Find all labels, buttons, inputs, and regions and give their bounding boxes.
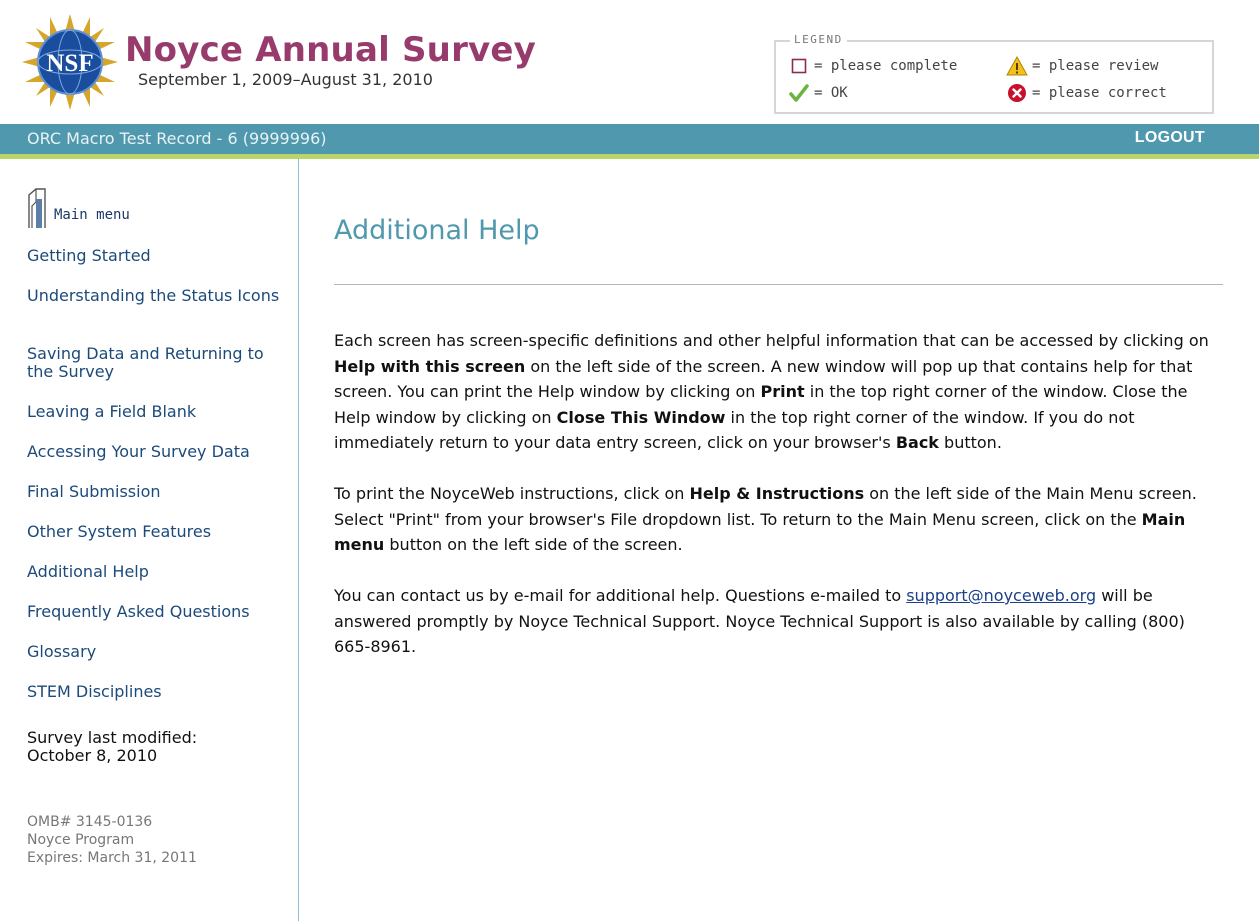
top-bar (0, 124, 1259, 154)
nsf-logo (20, 12, 120, 112)
sidebar (0, 159, 299, 921)
program-name: Noyce Program (27, 832, 135, 848)
main-menu-button[interactable] (26, 187, 130, 229)
legend-item-please-complete (788, 56, 957, 76)
last-modified-label: Survey last modified: (27, 728, 198, 747)
help-paragraph-2: To print the NoyceWeb instructions, click on Help & Instructions on the left side of the Main Menu screen. Select "Print" from your browser's File dropdown list. To return to the Main Menu screen, click on the Main menu button on the left side of the screen. (334, 484, 1197, 554)
checkmark-icon (788, 83, 810, 103)
support-email-link[interactable]: support@noyceweb.org (906, 586, 1097, 605)
expiration-date: Expires: March 31, 2011 (27, 850, 197, 866)
sidebar-item-accessing-data[interactable]: Accessing Your Survey Data (27, 442, 250, 461)
legend-label: = please complete (814, 58, 958, 74)
record-id: ORC Macro Test Record - 6 (9999996) (27, 129, 327, 148)
header (0, 0, 1259, 124)
legend-label: = OK (814, 85, 848, 101)
omb-info (27, 813, 197, 867)
page-title: Additional Help (334, 215, 540, 246)
warning-icon (1006, 56, 1028, 76)
sidebar-item-final-submission[interactable]: Final Submission (27, 482, 161, 501)
survey-dates: September 1, 2009–August 31, 2010 (138, 70, 433, 89)
nsf-seal-icon (20, 12, 120, 112)
error-icon (1006, 83, 1028, 103)
legend-title: LEGEND (790, 33, 847, 46)
legend-item-ok (788, 83, 848, 103)
last-modified-date: October 8, 2010 (27, 746, 158, 765)
sidebar-item-saving-data[interactable]: Saving Data and Returning to the Survey (27, 344, 264, 381)
logo-text: NSF (46, 50, 94, 77)
legend (774, 33, 1214, 114)
legend-item-please-correct (1006, 83, 1167, 103)
sidebar-item-status-icons[interactable]: Understanding the Status Icons (27, 286, 280, 305)
main-menu-label: Main menu (54, 207, 130, 223)
sidebar-item-other-features[interactable]: Other System Features (27, 522, 212, 541)
sidebar-item-faq[interactable]: Frequently Asked Questions (27, 602, 250, 621)
legend-item-please-review (1006, 56, 1158, 76)
last-modified (27, 729, 197, 765)
help-paragraph-3: You can contact us by e-mail for additional help. Questions e-mailed to support@noyceweb.org will be answered promptly by Noyce Technical Support. Noyce Technical Support is also available by calling (800) 665-8961. (334, 586, 1185, 656)
sidebar-item-leaving-field-blank[interactable]: Leaving a Field Blank (27, 402, 197, 421)
checkbox-icon (788, 56, 810, 76)
sidebar-item-getting-started[interactable]: Getting Started (27, 246, 151, 265)
divider (334, 284, 1223, 285)
help-paragraph-1: Each screen has screen-specific definitions and other helpful information that can be accessed by clicking on Help with this screen on the left side of the screen. A new window will pop up that contains help for that screen. You can print the Help window by clicking on Print in the top right corner of the window. Close the Help window by clicking on Close This Window in the top right corner of the window. If you do not immediately return to your data entry screen, click on your browser's Back button. (334, 331, 1209, 452)
sidebar-item-glossary[interactable]: Glossary (27, 642, 97, 661)
legend-label: = please review (1032, 58, 1159, 74)
sidebar-item-stem-disciplines[interactable]: STEM Disciplines (27, 682, 162, 701)
logout-button[interactable]: LOGOUT (1134, 129, 1205, 146)
main-menu-icon (26, 187, 48, 229)
sidebar-item-additional-help[interactable]: Additional Help (27, 562, 149, 581)
legend-label: = please correct (1032, 85, 1167, 101)
omb-number: OMB# 3145-0136 (27, 814, 153, 830)
survey-title: Noyce Annual Survey (125, 30, 537, 70)
